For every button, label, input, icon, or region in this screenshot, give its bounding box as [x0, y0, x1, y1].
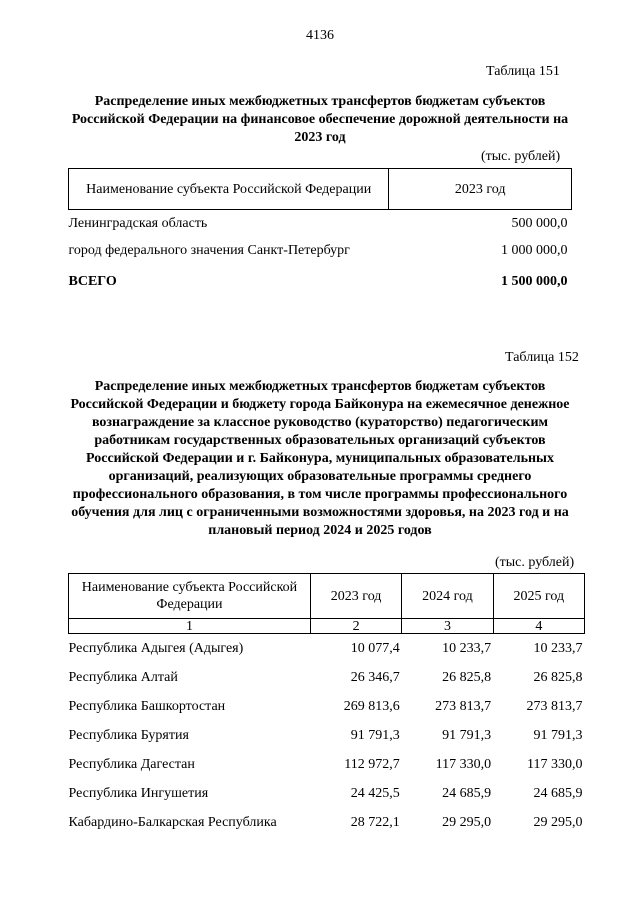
row-value-2025: 24 685,9	[533, 785, 583, 801]
table-row	[69, 808, 585, 837]
table-row	[69, 750, 585, 779]
column-number: 2	[310, 619, 401, 634]
row-name: Республика Алтай	[68, 669, 178, 685]
row-name: Республика Адыгея (Адыгея)	[68, 640, 244, 656]
table-152-header-name: Наименование субъекта Российской Федерации	[69, 574, 311, 619]
column-number: 1	[69, 619, 311, 634]
row-name: город федерального значения Санкт-Петербург	[68, 242, 350, 258]
row-value-2023: 500 000,0	[511, 215, 568, 231]
table-151-header-2023: 2023 год	[389, 169, 572, 210]
table-row	[69, 721, 585, 750]
row-value-2024: 10 233,7	[442, 640, 492, 656]
row-value-2025: 91 791,3	[533, 727, 583, 743]
column-number: 4	[493, 619, 584, 634]
table-151-label: Таблица 151	[486, 64, 560, 79]
table-152-label: Таблица 152	[505, 350, 579, 365]
table-152-header-2024: 2024 год	[402, 574, 493, 619]
page-number: 4136	[306, 28, 334, 43]
table-row	[69, 210, 572, 238]
row-name: Республика Башкортостан	[68, 698, 226, 714]
table-row	[69, 779, 585, 808]
row-value-2024: 273 813,7	[435, 698, 492, 714]
row-value-2025: 273 813,7	[526, 698, 583, 714]
table-152-units: (тыс. рублей)	[495, 555, 575, 570]
row-value-2023: 112 972,7	[344, 756, 400, 772]
total-label: ВСЕГО	[68, 273, 117, 289]
row-value-2024: 24 685,9	[442, 785, 492, 801]
row-value-2023: 269 813,6	[343, 698, 400, 714]
row-value-2023: 10 077,4	[350, 640, 400, 656]
row-value-2024: 117 330,0	[435, 756, 492, 772]
table-row	[69, 634, 585, 664]
row-value-2025: 29 295,0	[533, 814, 583, 830]
table-row	[69, 692, 585, 721]
row-name: Республика Ингушетия	[68, 785, 209, 801]
row-value-2023: 26 346,7	[350, 669, 400, 685]
table-152-header-2025: 2025 год	[493, 574, 584, 619]
table-152	[68, 573, 585, 837]
table-151-units: (тыс. рублей)	[481, 149, 561, 164]
row-value-2024: 26 825,8	[442, 669, 492, 685]
table-total-row	[69, 264, 572, 295]
row-value-2023: 24 425,5	[350, 785, 400, 801]
row-value-2023: 1 000 000,0	[501, 242, 568, 258]
table-151-header-name: Наименование субъекта Российской Федерации	[69, 169, 389, 210]
row-value-2025: 10 233,7	[533, 640, 583, 656]
table-row	[69, 663, 585, 692]
total-value-2023: 1 500 000,0	[501, 273, 568, 289]
row-name: Кабардино-Балкарская Республика	[68, 814, 277, 830]
row-name: Республика Бурятия	[68, 727, 189, 743]
table-151	[68, 168, 572, 295]
row-value-2025: 26 825,8	[533, 669, 583, 685]
row-value-2023: 28 722,1	[350, 814, 400, 830]
table-row	[69, 237, 572, 264]
table-152-header-2023: 2023 год	[310, 574, 401, 619]
row-name: Республика Дагестан	[68, 756, 195, 772]
row-value-2025: 117 330,0	[527, 756, 583, 772]
row-name: Ленинградская область	[68, 215, 208, 231]
table-151-title: Распределение иных межбюджетных трансфертов бюджетам субъектов Российской Федерации на финансовое обеспечение дорожной деятельности на 2023 год	[71, 94, 569, 145]
table-152-title: Распределение иных межбюджетных трансфертов бюджетам субъектов Российской Федерации и бюджету города Байконура на ежемесячное денежное вознаграждение за классное руководство (кураторство) педагогическим работникам государственных образовательных организаций субъектов Российской Федерации и г. Байконура, муниципальных образовательных организаций, реализующих образовательные программы среднего профессионального образования, в том числе программы профессионального обучения для лиц с ограниченными возможностями здоровья, на 2023 год и на плановый период 2024 и 2025 годов	[70, 379, 570, 538]
row-value-2023: 91 791,3	[350, 727, 400, 743]
row-value-2024: 91 791,3	[442, 727, 492, 743]
column-number: 3	[402, 619, 493, 634]
row-value-2024: 29 295,0	[442, 814, 492, 830]
